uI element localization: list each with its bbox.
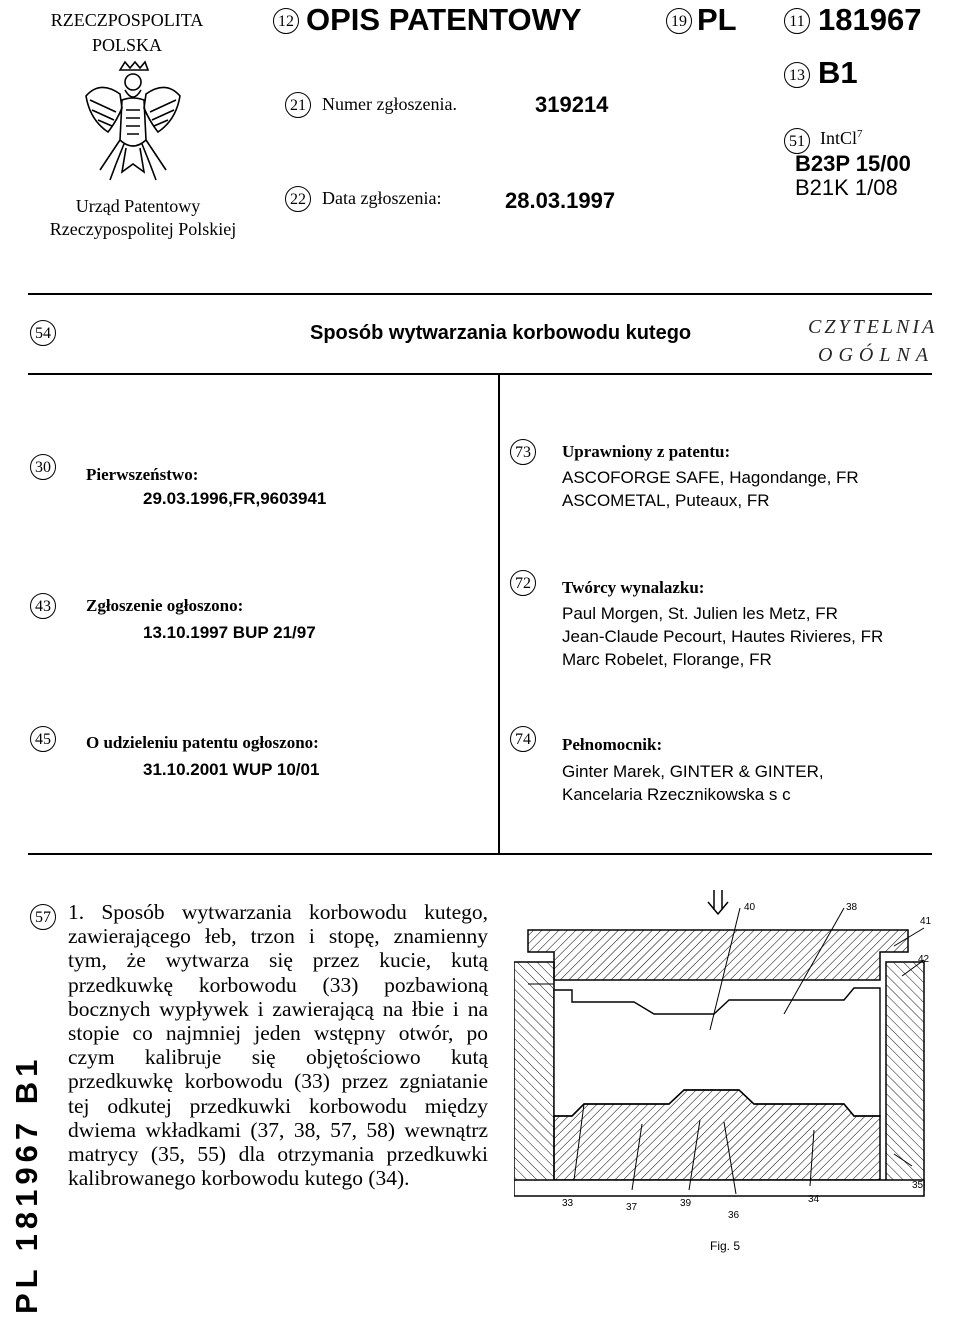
inid-code-43: 43 [30,593,56,619]
inid-code-22: 22 [285,186,311,212]
column-divider [498,373,500,853]
polish-eagle-emblem-icon [80,60,186,188]
claim-1-text: 1. Sposób wytwarzania korbowodu kutego, zawierającego łeb, trzon i stopę, znamienny tym, że wytwarza się przez kucie, kutą przedkuwkę korbowodu (33) pozbawioną bocznych wypływek i zawierającą na łbie i na stopie co najmniej jeden wstępny otwór, po czym kalibruje się objętościowo kutą przedkuwkę korbowodu (33) przez zgniatanie tej odkutej przedkuwki korbowodu między dwiema wkładkami (37, 38, 57, 58) wewnątrz matrycy (35, 55) dla otrzymania przedkuwki kalibrowanego korbowodu kutego (34). [68,900,488,1191]
patent-title: Sposób wytwarzania korbowodu kutego [310,322,692,344]
inid-code-74: 74 [510,726,536,752]
ipc-class-1: B23P 15/00 [795,151,911,176]
inid-code-57: 57 [30,904,56,930]
office-country-line2: POLSKA [91,35,162,55]
figure-caption: Fig. 5 [710,1239,741,1253]
priority-label: Pierwszeństwo: [86,465,199,484]
ipc-class-2: B21K 1/08 [795,175,898,200]
ref-33: 33 [562,1198,574,1209]
grant-value: 31.10.2001 WUP 10/01 [143,760,320,779]
ref-40: 40 [744,902,756,913]
inventor-3: Marc Robelet, Florange, FR [562,650,772,669]
publication-label: Zgłoszenie ogłoszono: [86,596,244,615]
kind-code: B1 [818,55,858,90]
attorney-1: Ginter Marek, GINTER & GINTER, [562,762,824,781]
inid-code-73: 73 [510,439,536,465]
side-patent-label: PL 181967 B1 [9,1054,44,1314]
office-name-line1: Urząd Patentowy [75,196,201,216]
rule-mid [28,373,932,375]
inventor-2: Jean-Claude Pecourt, Hautes Rivieres, FR [562,627,884,646]
library-stamp-line1: CZYTELNIA [808,316,938,338]
inid-code-72: 72 [510,570,536,596]
application-date-label: Data zgłoszenia: [322,188,442,208]
holder-2: ASCOMETAL, Puteaux, FR [562,491,770,510]
attorney-2: Kancelaria Rzecznikowska s c [562,785,791,804]
grant-label: O udzieleniu patentu ogłoszono: [86,733,319,752]
ref-39: 39 [680,1198,692,1209]
rule-top [28,293,932,295]
ref-42: 42 [918,954,930,965]
intcl-label: IntCl$^7$ [820,128,863,148]
ref-38: 38 [846,902,858,913]
inventors-label: Twórcy wynalazku: [562,578,705,597]
inid-code-51: 51 [784,128,810,154]
inid-code-11: 11 [784,8,810,34]
inid-code-13: 13 [784,62,810,88]
ref-34: 34 [808,1194,820,1205]
document-title: OPIS PATENTOWY [306,2,582,37]
country-code: PL [697,2,737,37]
holder-1: ASCOFORGE SAFE, Hagondange, FR [562,468,859,487]
inid-code-12: 12 [273,8,299,34]
holder-label: Uprawniony z patentu: [562,442,731,461]
ref-35: 35 [912,1180,924,1191]
ref-37: 37 [626,1202,638,1213]
inid-code-54: 54 [30,320,56,346]
inid-code-21: 21 [285,92,311,118]
publication-value: 13.10.1997 BUP 21/97 [143,623,316,642]
figure-5-drawing [514,890,934,1260]
application-number-label: Numer zgłoszenia. [322,94,457,114]
library-stamp-line2: OGÓLNA [818,344,935,366]
ref-36: 36 [728,1210,740,1221]
patent-number: 181967 [818,2,922,37]
office-country-line1: RZECZPOSPOLITA [50,10,204,30]
application-date: 28.03.1997 [505,188,616,213]
office-name-line2: Rzeczypospolitej Polskiej [49,219,237,239]
inid-code-19: 19 [666,8,692,34]
inventor-1: Paul Morgen, St. Julien les Metz, FR [562,604,838,623]
application-number: 319214 [535,92,609,117]
inid-code-45: 45 [30,726,56,752]
inid-code-30: 30 [30,454,56,480]
attorney-label: Pełnomocnik: [562,735,663,754]
priority-value: 29.03.1996,FR,9603941 [143,489,327,508]
ref-41: 41 [920,916,932,927]
rule-bottom [28,853,932,855]
